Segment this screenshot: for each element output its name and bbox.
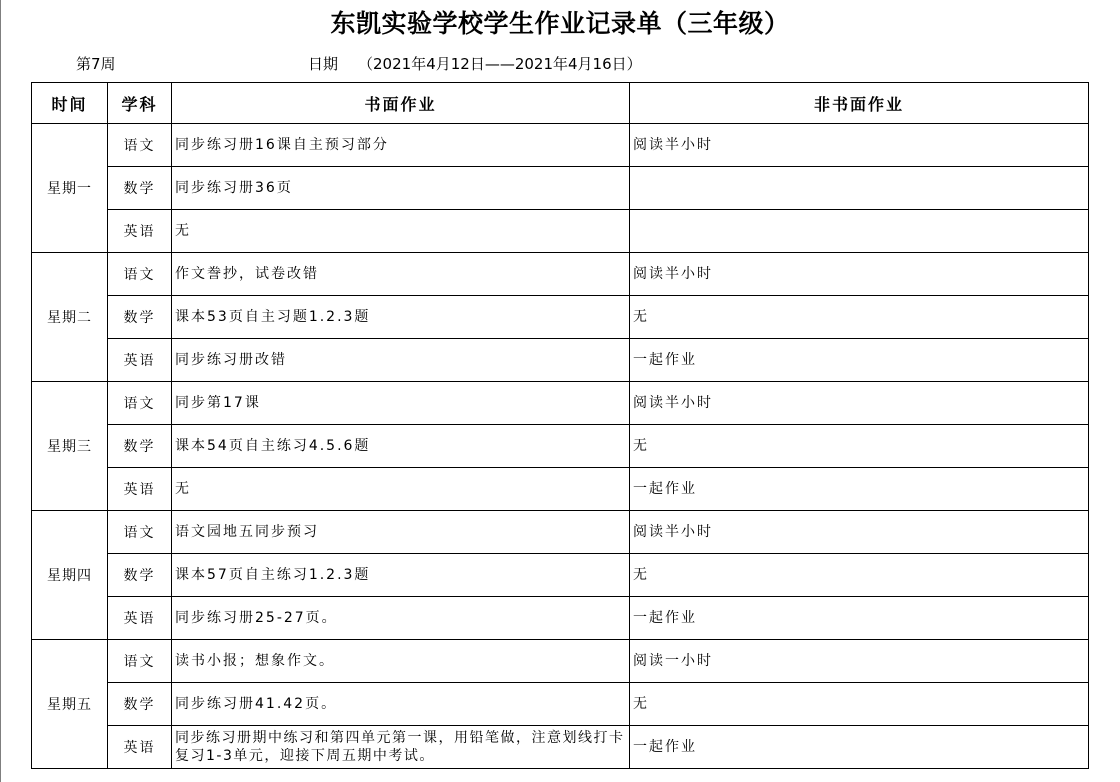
subject-cell: 数学: [108, 554, 172, 597]
page-left-border: [0, 0, 1, 782]
written-homework-cell: 同步练习册25-27页。: [172, 597, 630, 640]
non-written-homework-cell: 阅读半小时: [630, 253, 1089, 296]
table-row: [32, 253, 1089, 296]
non-written-homework-cell: 阅读一小时: [630, 640, 1089, 683]
subject-cell: 语文: [108, 640, 172, 683]
subject-cell: 英语: [108, 597, 172, 640]
homework-table: [31, 82, 1089, 769]
header-subject: 学科: [108, 83, 172, 124]
written-homework-cell: 无: [172, 210, 630, 253]
subject-cell: 语文: [108, 511, 172, 554]
non-written-homework-cell: 无: [630, 683, 1089, 726]
subject-cell: 英语: [108, 210, 172, 253]
written-homework-cell: 课本53页自主习题1.2.3题: [172, 296, 630, 339]
subject-cell: 语文: [108, 382, 172, 425]
written-homework-cell: 同步练习册16课自主预习部分: [172, 124, 630, 167]
day-cell-friday: 星期五: [32, 640, 108, 769]
non-written-homework-cell: 无: [630, 554, 1089, 597]
non-written-homework-cell: 阅读半小时: [630, 511, 1089, 554]
page-title: 东凯实验学校学生作业记录单（三年级）: [330, 9, 790, 38]
written-homework-cell: 同步练习册改错: [172, 339, 630, 382]
subject-cell: 英语: [108, 468, 172, 511]
written-homework-cell: 同步第17课: [172, 382, 630, 425]
day-cell-thursday: 星期四: [32, 511, 108, 640]
table-row: [32, 640, 1089, 683]
table-row: [32, 468, 1089, 511]
subject-cell: 数学: [108, 425, 172, 468]
written-homework-cell: 作文誊抄，试卷改错: [172, 253, 630, 296]
non-written-homework-cell: [630, 210, 1089, 253]
subject-cell: 数学: [108, 167, 172, 210]
written-homework-cell: 课本57页自主练习1.2.3题: [172, 554, 630, 597]
non-written-homework-cell: 无: [630, 425, 1089, 468]
header-written: 书面作业: [172, 83, 630, 124]
table-row: [32, 726, 1089, 769]
non-written-homework-cell: 一起作业: [630, 726, 1089, 769]
table-row: [32, 167, 1089, 210]
day-cell-wednesday: 星期三: [32, 382, 108, 511]
table-row: [32, 339, 1089, 382]
header-non-written: 非书面作业: [630, 83, 1089, 124]
table-row: [32, 382, 1089, 425]
week-label: 第7周: [76, 55, 116, 73]
date-label: 日期: [308, 55, 339, 73]
written-homework-cell: 语文园地五同步预习: [172, 511, 630, 554]
non-written-homework-cell: 阅读半小时: [630, 124, 1089, 167]
date-row: [308, 53, 642, 74]
non-written-homework-cell: 一起作业: [630, 597, 1089, 640]
subject-cell: 数学: [108, 296, 172, 339]
table-row: [32, 511, 1089, 554]
written-homework-cell: 课本54页自主练习4.5.6题: [172, 425, 630, 468]
table-row: [32, 683, 1089, 726]
day-cell-monday: 星期一: [32, 124, 108, 253]
subject-cell: 英语: [108, 339, 172, 382]
subject-cell: 英语: [108, 726, 172, 769]
table-body: [32, 124, 1089, 769]
written-homework-cell: 同步练习册41.42页。: [172, 683, 630, 726]
written-homework-cell: 无: [172, 468, 630, 511]
written-homework-cell: 读书小报；想象作文。: [172, 640, 630, 683]
subject-cell: 语文: [108, 253, 172, 296]
subject-cell: 数学: [108, 683, 172, 726]
written-homework-cell: 同步练习册期中练习和第四单元第一课，用铅笔做，注意划线打卡复习1-3单元，迎接下周五期中考试。: [172, 726, 630, 769]
header-time: 时间: [32, 83, 108, 124]
subject-cell: 语文: [108, 124, 172, 167]
table-row: [32, 210, 1089, 253]
table-row: [32, 554, 1089, 597]
non-written-homework-cell: [630, 167, 1089, 210]
table-header-row: [32, 83, 1089, 124]
day-cell-tuesday: 星期二: [32, 253, 108, 382]
table-row: [32, 124, 1089, 167]
non-written-homework-cell: 无: [630, 296, 1089, 339]
non-written-homework-cell: 一起作业: [630, 339, 1089, 382]
table-row: [32, 597, 1089, 640]
non-written-homework-cell: 阅读半小时: [630, 382, 1089, 425]
non-written-homework-cell: 一起作业: [630, 468, 1089, 511]
written-homework-cell: 同步练习册36页: [172, 167, 630, 210]
date-range: （2021年4月12日——2021年4月16日）: [358, 55, 642, 73]
table-row: [32, 425, 1089, 468]
table-row: [32, 296, 1089, 339]
